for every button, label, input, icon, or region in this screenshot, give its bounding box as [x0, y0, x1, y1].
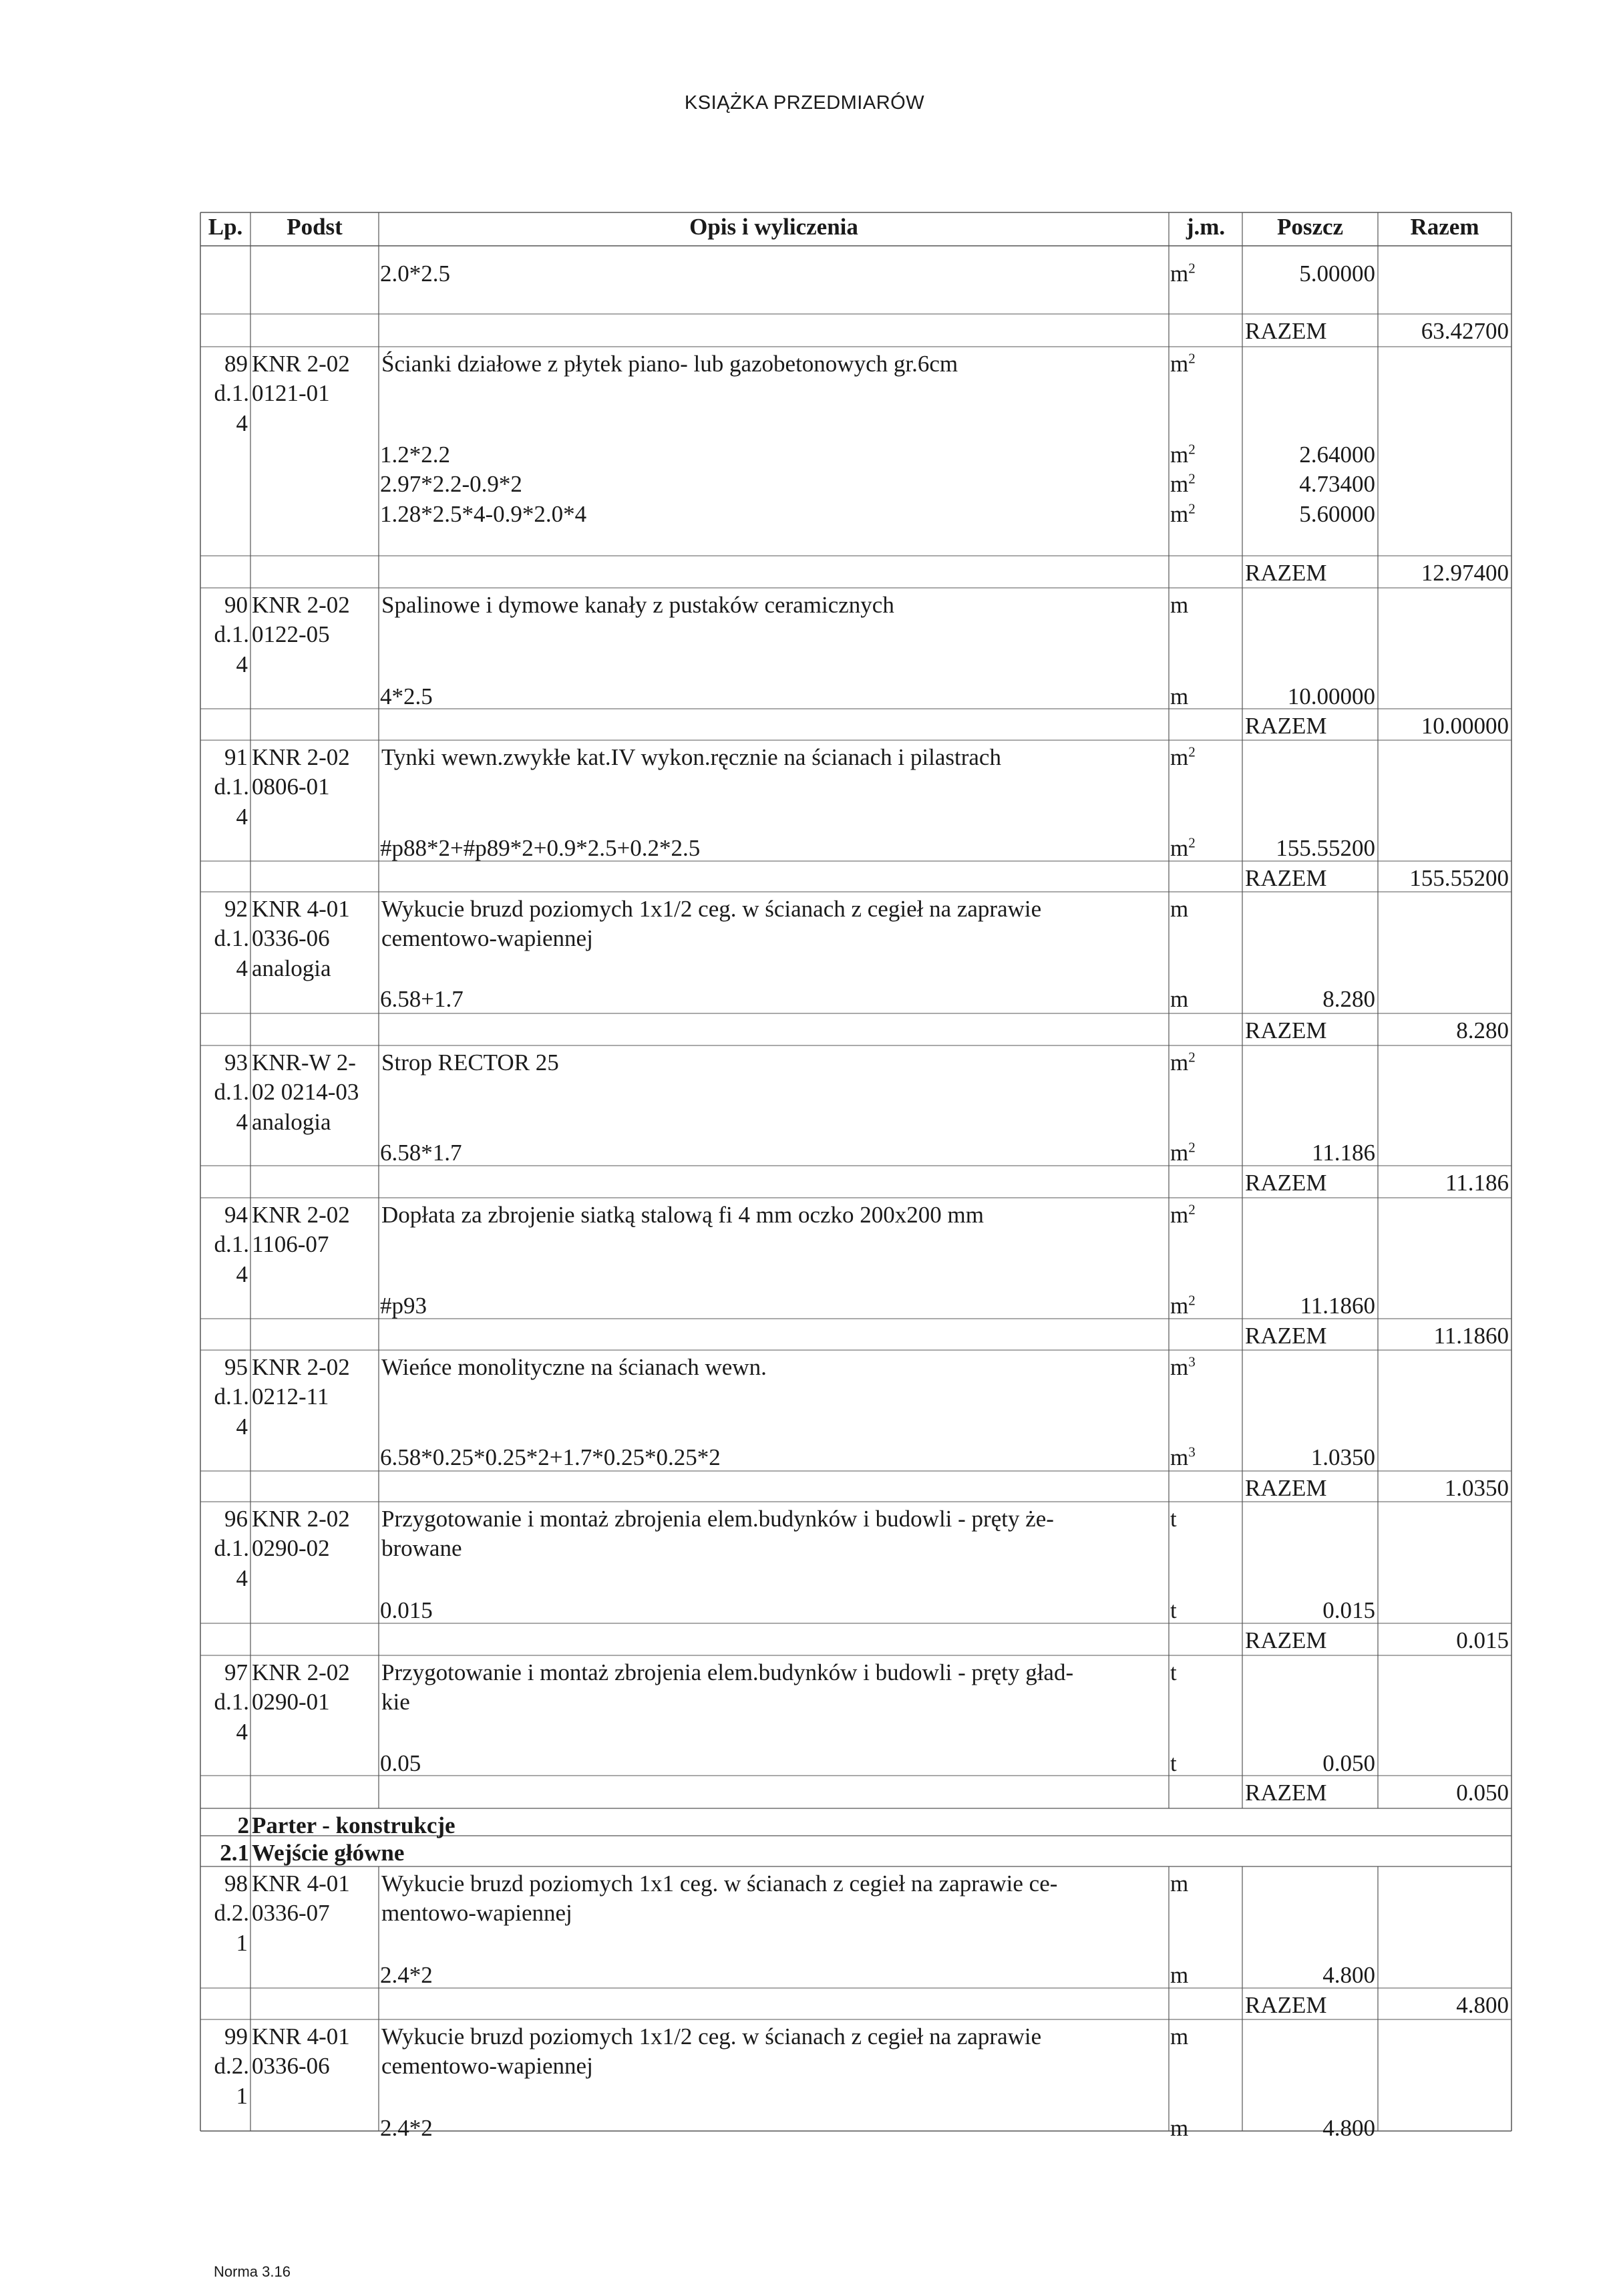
position-chapter: d.1. — [214, 1689, 249, 1715]
catalog-code: 0290-01 — [252, 1689, 330, 1715]
position-chapter: d.1. — [214, 925, 249, 951]
catalog-code: 02 0214-03 — [252, 1079, 359, 1105]
calculation-formula: 2.4*2 — [380, 1962, 433, 1988]
unit-label: $m^2$ — [1170, 1201, 1196, 1228]
unit-label: t — [1170, 1659, 1177, 1685]
catalog-code: 1106-07 — [252, 1231, 329, 1257]
position-chapter: d.1. — [214, 380, 249, 406]
position-subitem: 4 — [236, 1414, 248, 1440]
calculation-formula: 0.015 — [380, 1597, 433, 1623]
position-subitem: 4 — [236, 804, 248, 830]
catalog-basis: KNR 2-02 — [252, 1202, 350, 1228]
unit-label: $m^2$ — [1170, 1292, 1196, 1319]
position-number: 95 — [224, 1354, 248, 1380]
catalog-basis: KNR 4-01 — [252, 896, 350, 922]
unit-label: m — [1170, 2115, 1189, 2141]
position-subitem: 4 — [236, 1261, 248, 1287]
column-header-poszcz: Poszcz — [1276, 214, 1344, 240]
catalog-basis: KNR 2-02 — [252, 592, 350, 618]
catalog-basis: KNR 2-02 — [252, 351, 350, 377]
catalog-code: 0212-11 — [252, 1383, 329, 1410]
position-number: 90 — [224, 592, 248, 618]
unit-label: $m^3$ — [1170, 1444, 1196, 1470]
partial-value: 11.1860 — [1300, 1293, 1375, 1319]
unit-label: $m^2$ — [1170, 470, 1196, 497]
partial-value: 4.800 — [1322, 1962, 1375, 1988]
unit-label: m — [1170, 1962, 1189, 1988]
unit-label: m — [1170, 592, 1189, 618]
position-chapter: d.1. — [214, 1231, 249, 1257]
razem-label: RAZEM — [1245, 1992, 1327, 2018]
item-description: Tynki wewn.zwykłe kat.IV wykon.ręcznie na ścianach i pilastrach — [381, 744, 1001, 770]
item-description: Dopłata za zbrojenie siatką stalową fi 4 mm oczko 200x200 mm — [381, 1202, 984, 1228]
position-subitem: 4 — [236, 1565, 248, 1591]
item-description: Strop RECTOR 25 — [381, 1049, 559, 1076]
catalog-basis: KNR 4-01 — [252, 2023, 350, 2049]
unit-label: $m^3$ — [1170, 1353, 1196, 1380]
item-description: Przygotowanie i montaż zbrojenia elem.budynków i budowli - pręty że- — [381, 1506, 1054, 1532]
position-number: 92 — [224, 896, 248, 922]
footer-version: Norma 3.16 — [214, 2263, 291, 2280]
razem-total: 0.015 — [1456, 1627, 1509, 1653]
catalog-basis: KNR 2-02 — [252, 744, 350, 770]
position-number: 93 — [224, 1049, 248, 1076]
item-description: Wykucie bruzd poziomych 1x1 ceg. w ścianach z cegieł na zaprawie ce- — [381, 1870, 1058, 1897]
calculation-formula: 6.58*1.7 — [380, 1140, 462, 1166]
item-description-continued: cementowo-wapiennej — [381, 2053, 593, 2079]
column-header-lp: Lp. — [208, 214, 243, 240]
catalog-note: analogia — [252, 1109, 331, 1135]
item-description-continued: mentowo-wapiennej — [381, 1900, 572, 1926]
razem-label: RAZEM — [1245, 1017, 1327, 1043]
partial-value: 4.800 — [1322, 2115, 1375, 2141]
catalog-code: 0336-06 — [252, 2053, 330, 2079]
item-description-continued: browane — [381, 1535, 462, 1561]
unit-label: $m^2$ — [1170, 1139, 1196, 1166]
partial-value: 8.280 — [1322, 986, 1375, 1012]
catalog-basis: KNR 2-02 — [252, 1659, 350, 1685]
unit-label: $m^2$ — [1170, 744, 1196, 770]
calculation-formula: 0.05 — [380, 1750, 421, 1776]
catalog-code: 0121-01 — [252, 380, 330, 406]
position-chapter: d.1. — [214, 1535, 249, 1561]
unit-label: m — [1170, 986, 1189, 1012]
partial-value: 10.00000 — [1287, 683, 1375, 709]
razem-label: RAZEM — [1245, 865, 1327, 891]
item-description-continued: kie — [381, 1689, 410, 1715]
catalog-code: 0806-01 — [252, 774, 330, 800]
unit-label: $m^2$ — [1170, 500, 1196, 527]
section-number: 2 — [237, 1812, 249, 1838]
razem-label: RAZEM — [1245, 318, 1327, 344]
position-subitem: 4 — [236, 651, 248, 677]
partial-value: 5.00000 — [1299, 261, 1375, 287]
partial-value: 0.050 — [1322, 1750, 1375, 1776]
calculation-formula: #p88*2+#p89*2+0.9*2.5+0.2*2.5 — [380, 835, 701, 861]
razem-label: RAZEM — [1245, 1475, 1327, 1501]
item-description: Przygotowanie i montaż zbrojenia elem.budynków i budowli - pręty gład- — [381, 1659, 1074, 1685]
razem-label: RAZEM — [1245, 1170, 1327, 1196]
calculation-formula: 2.4*2 — [380, 2115, 433, 2141]
razem-total: 11.1860 — [1433, 1323, 1509, 1349]
catalog-note: analogia — [252, 955, 331, 981]
position-chapter: d.2. — [214, 1900, 249, 1926]
section-title: Wejście główne — [252, 1840, 405, 1866]
catalog-code: 0336-06 — [252, 925, 330, 951]
section-title: Parter - konstrukcje — [252, 1812, 456, 1838]
unit-label: $m^2$ — [1170, 260, 1196, 287]
unit-label: $m^2$ — [1170, 1049, 1196, 1076]
catalog-basis: KNR 2-02 — [252, 1506, 350, 1532]
position-number: 97 — [224, 1659, 248, 1685]
position-chapter: d.1. — [214, 1383, 249, 1410]
unit-label: $m^2$ — [1170, 350, 1196, 377]
column-header-jm: j.m. — [1186, 214, 1226, 240]
razem-total: 12.97400 — [1421, 560, 1509, 586]
unit-label: $m^2$ — [1170, 441, 1196, 468]
partial-value: 155.55200 — [1276, 835, 1375, 861]
column-header-podst: Podst — [287, 214, 343, 240]
unit-label: t — [1170, 1597, 1177, 1623]
position-number: 89 — [224, 351, 248, 377]
position-subitem: 4 — [236, 1109, 248, 1135]
catalog-code: 0336-07 — [252, 1900, 330, 1926]
partial-value: 0.015 — [1322, 1597, 1375, 1623]
position-subitem: 1 — [236, 2083, 248, 2109]
razem-total: 8.280 — [1456, 1017, 1509, 1043]
column-header-opis: Opis i wyliczenia — [689, 214, 858, 240]
position-chapter: d.1. — [214, 621, 249, 647]
unit-label: t — [1170, 1506, 1177, 1532]
unit-label: m — [1170, 2023, 1189, 2049]
partial-value: 1.0350 — [1310, 1444, 1375, 1470]
position-subitem: 4 — [236, 955, 248, 981]
razem-total: 63.42700 — [1421, 318, 1509, 344]
position-number: 94 — [224, 1202, 248, 1228]
position-subitem: 4 — [236, 1719, 248, 1745]
catalog-basis: KNR 4-01 — [252, 1870, 350, 1897]
partial-value: 2.64000 — [1299, 442, 1375, 468]
razem-label: RAZEM — [1245, 1780, 1327, 1806]
position-chapter: d.2. — [214, 2053, 249, 2079]
partial-value: 11.186 — [1312, 1140, 1375, 1166]
razem-total: 155.55200 — [1409, 865, 1509, 891]
item-description: Wykucie bruzd poziomych 1x1/2 ceg. w ścianach z cegieł na zaprawie — [381, 896, 1042, 922]
item-description: Wykucie bruzd poziomych 1x1/2 ceg. w ścianach z cegieł na zaprawie — [381, 2023, 1042, 2049]
calculation-formula: 6.58+1.7 — [380, 986, 464, 1012]
calculation-formula: 6.58*0.25*0.25*2+1.7*0.25*0.25*2 — [380, 1444, 721, 1470]
section-number: 2.1 — [220, 1840, 249, 1866]
catalog-basis: KNR-W 2- — [252, 1049, 356, 1076]
razem-total: 1.0350 — [1444, 1475, 1509, 1501]
position-number: 98 — [224, 1870, 248, 1897]
unit-label: m — [1170, 896, 1189, 922]
partial-value: 5.60000 — [1299, 501, 1375, 527]
calculation-formula: 2.0*2.5 — [380, 261, 450, 287]
razem-label: RAZEM — [1245, 1323, 1327, 1349]
calculation-formula: 2.97*2.2-0.9*2 — [380, 471, 522, 497]
position-chapter: d.1. — [214, 1079, 249, 1105]
razem-total: 10.00000 — [1421, 713, 1509, 739]
item-description: Spalinowe i dymowe kanały z pustaków ceramicznych — [381, 592, 894, 618]
calculation-formula: 1.28*2.5*4-0.9*2.0*4 — [380, 501, 587, 527]
razem-total: 11.186 — [1445, 1170, 1509, 1196]
razem-label: RAZEM — [1245, 1627, 1327, 1653]
position-subitem: 1 — [236, 1930, 248, 1956]
catalog-code: 0290-02 — [252, 1535, 330, 1561]
unit-label: m — [1170, 683, 1189, 709]
unit-label: t — [1170, 1750, 1177, 1776]
item-description: Ścianki działowe z płytek piano- lub gazobetonowych gr.6cm — [381, 351, 958, 377]
razem-label: RAZEM — [1245, 560, 1327, 586]
column-header-razem: Razem — [1410, 214, 1479, 240]
partial-value: 4.73400 — [1299, 471, 1375, 497]
page-title: KSIĄŻKA PRZEDMIARÓW — [684, 92, 925, 114]
calculation-formula: 4*2.5 — [380, 683, 433, 709]
catalog-code: 0122-05 — [252, 621, 330, 647]
unit-label: $m^2$ — [1170, 834, 1196, 861]
unit-label: m — [1170, 1870, 1189, 1897]
position-number: 91 — [224, 744, 248, 770]
position-number: 96 — [224, 1506, 248, 1532]
razem-label: RAZEM — [1245, 713, 1327, 739]
item-description: Wieńce monolityczne na ścianach wewn. — [381, 1354, 767, 1380]
catalog-basis: KNR 2-02 — [252, 1354, 350, 1380]
item-description-continued: cementowo-wapiennej — [381, 925, 593, 951]
calculation-formula: #p93 — [380, 1293, 427, 1319]
razem-total: 4.800 — [1456, 1992, 1509, 2018]
position-subitem: 4 — [236, 410, 248, 436]
razem-total: 0.050 — [1456, 1780, 1509, 1806]
position-number: 99 — [224, 2023, 248, 2049]
calculation-formula: 1.2*2.2 — [380, 442, 450, 468]
position-chapter: d.1. — [214, 774, 249, 800]
